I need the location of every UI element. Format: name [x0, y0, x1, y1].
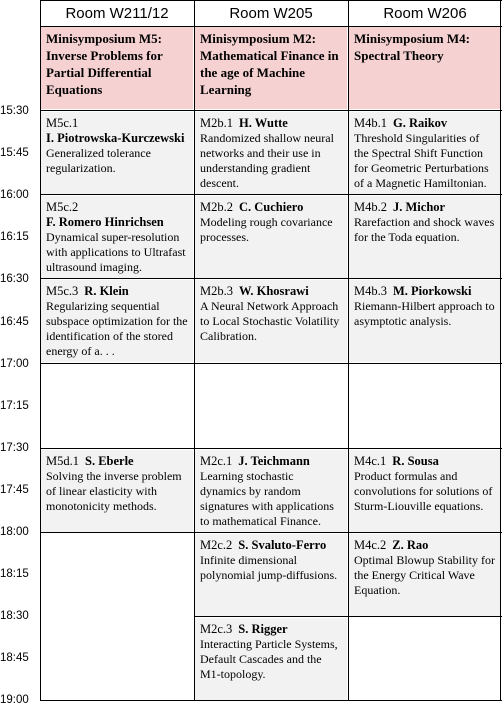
talk-title: Modeling rough covariance processes.	[200, 215, 333, 244]
room-header-w206: Room W206	[383, 4, 467, 22]
talk-title: A Neural Network Approach to Local Stochastic Volatility Calibration.	[200, 299, 340, 343]
talk-code: M2c.2	[200, 538, 233, 552]
talk-code: M5d.1	[46, 454, 79, 468]
grid-line	[194, 0, 195, 701]
talk-title: Infinite dimensional polynomial jump-diffusions.	[200, 553, 338, 582]
time-label: 19:00	[0, 694, 29, 706]
talk-title: Optimal Blowup Stability for the Energy Critical Wave Equation.	[354, 553, 495, 597]
talk-m4c1[interactable]	[349, 450, 501, 532]
grid-line	[40, 0, 41, 701]
time-label: 17:00	[0, 358, 29, 370]
talk-m5c3[interactable]	[41, 280, 193, 362]
room-header-w211: Room W211/12	[65, 4, 169, 22]
talk-m4c2[interactable]	[349, 534, 501, 616]
talk-speaker: W. Khosrawi	[239, 284, 309, 298]
time-label: 17:15	[0, 400, 29, 412]
time-label: 15:45	[0, 147, 29, 159]
talk-code: M4b.2	[354, 200, 387, 214]
talk-code: M2c.3	[200, 622, 233, 636]
grid-line	[40, 110, 502, 111]
talk-m2b1[interactable]	[195, 112, 347, 194]
talk-speaker: S. Rigger	[238, 622, 288, 636]
talk-speaker: S. Eberle	[85, 454, 134, 468]
grid-line	[40, 26, 502, 27]
time-label: 18:00	[0, 526, 29, 538]
talk-m5c2[interactable]	[41, 196, 193, 278]
talk-code: M5c.3	[46, 284, 79, 298]
grid-line	[40, 700, 502, 701]
talk-speaker: M. Piorkowski	[393, 284, 472, 298]
talk-title: Randomized shallow neural networks and their use in understanding gradient descent.	[200, 131, 334, 190]
talk-m2b3[interactable]	[195, 280, 347, 362]
time-label: 15:30	[0, 105, 29, 117]
talk-title: Dynamical super-resolution with applications to Ultrafast ultrasound imaging.	[46, 230, 186, 274]
track-m2: Minisymposium M2: Mathematical Finance in the age of Machine Learning	[195, 27, 347, 109]
grid-line	[348, 0, 349, 701]
talk-m2b2[interactable]	[195, 196, 347, 278]
talk-code: M4b.1	[354, 116, 387, 130]
talk-speaker: G. Raikov	[393, 116, 448, 130]
talk-code: M2c.1	[200, 454, 233, 468]
talk-code: M4b.3	[354, 284, 387, 298]
room-header-w205: Room W205	[229, 4, 313, 22]
talk-speaker: F. Romero Hinrichsen	[46, 215, 164, 229]
talk-speaker: R. Klein	[84, 284, 129, 298]
talk-m5c1[interactable]	[41, 112, 193, 194]
talk-m4b3[interactable]	[349, 280, 501, 362]
track-m4: Minisymposium M4: Spectral Theory	[349, 27, 501, 109]
talk-code: M5c.2	[46, 200, 79, 214]
grid-line	[40, 278, 502, 279]
talk-title: Product formulas and convolutions for solutions of Sturm-Liouville equations.	[354, 469, 493, 513]
time-label: 17:30	[0, 442, 29, 454]
talk-speaker: C. Cuchiero	[239, 200, 304, 214]
talk-code: M2b.2	[200, 200, 233, 214]
talk-title: Regularizing sequential subspace optimization for the identification of the stored energy of a. . .	[46, 299, 188, 358]
talk-speaker: Z. Rao	[392, 538, 429, 552]
time-label: 16:00	[0, 189, 29, 201]
grid-line	[500, 0, 501, 701]
talk-code: M2b.3	[200, 284, 233, 298]
grid-line	[40, 0, 502, 1]
time-label: 16:30	[0, 273, 29, 285]
talk-speaker: H. Wutte	[239, 116, 288, 130]
talk-m4b2[interactable]	[349, 196, 501, 278]
grid-line	[40, 448, 502, 449]
talk-m2c3[interactable]	[195, 618, 347, 700]
talk-title: Generalized tolerance regularization.	[46, 146, 151, 175]
time-label: 16:15	[0, 231, 29, 243]
talk-title: Solving the inverse problem of linear elasticity with monotonicity methods.	[46, 469, 182, 513]
time-label: 18:15	[0, 568, 29, 580]
talk-speaker: J. Michor	[393, 200, 446, 214]
talk-speaker: I. Piotrowska-Kurczewski	[46, 131, 185, 145]
talk-title: Rarefaction and shock waves for the Toda equation.	[354, 215, 495, 244]
talk-title: Interacting Particle Systems, Default Cascades and the M1-topology.	[200, 637, 338, 681]
talk-m2c2[interactable]	[195, 534, 347, 616]
grid-line	[40, 532, 502, 533]
time-label: 18:45	[0, 652, 29, 664]
talk-code: M2b.1	[200, 116, 233, 130]
time-label: 18:30	[0, 610, 29, 622]
talk-speaker: R. Sousa	[392, 454, 439, 468]
talk-m4b1[interactable]	[349, 112, 501, 194]
talk-code: M4c.2	[354, 538, 387, 552]
talk-code: M5c.1	[46, 116, 79, 130]
talk-m2c1[interactable]	[195, 450, 347, 532]
talk-m5d1[interactable]	[41, 450, 193, 532]
grid-line	[40, 363, 502, 364]
talk-title: Riemann-Hilbert approach to asymptotic analysis.	[354, 299, 495, 328]
talk-title: Learning stochastic dynamics by random signatures with applications to mathematical Finance.	[200, 469, 334, 528]
grid-line	[40, 194, 502, 195]
talk-title: Threshold Singularities of the Spectral Shift Function for Geometric Perturbations of a Magnetic Hamiltonian.	[354, 131, 489, 190]
track-m5: Minisymposium M5: Inverse Problems for Partial Differential Equations	[41, 27, 193, 109]
time-label: 17:45	[0, 484, 29, 496]
talk-speaker: S. Svaluto-Ferro	[238, 538, 327, 552]
time-label: 16:45	[0, 316, 29, 328]
talk-speaker: J. Teichmann	[238, 454, 310, 468]
talk-code: M4c.1	[354, 454, 387, 468]
grid-line	[194, 616, 502, 617]
